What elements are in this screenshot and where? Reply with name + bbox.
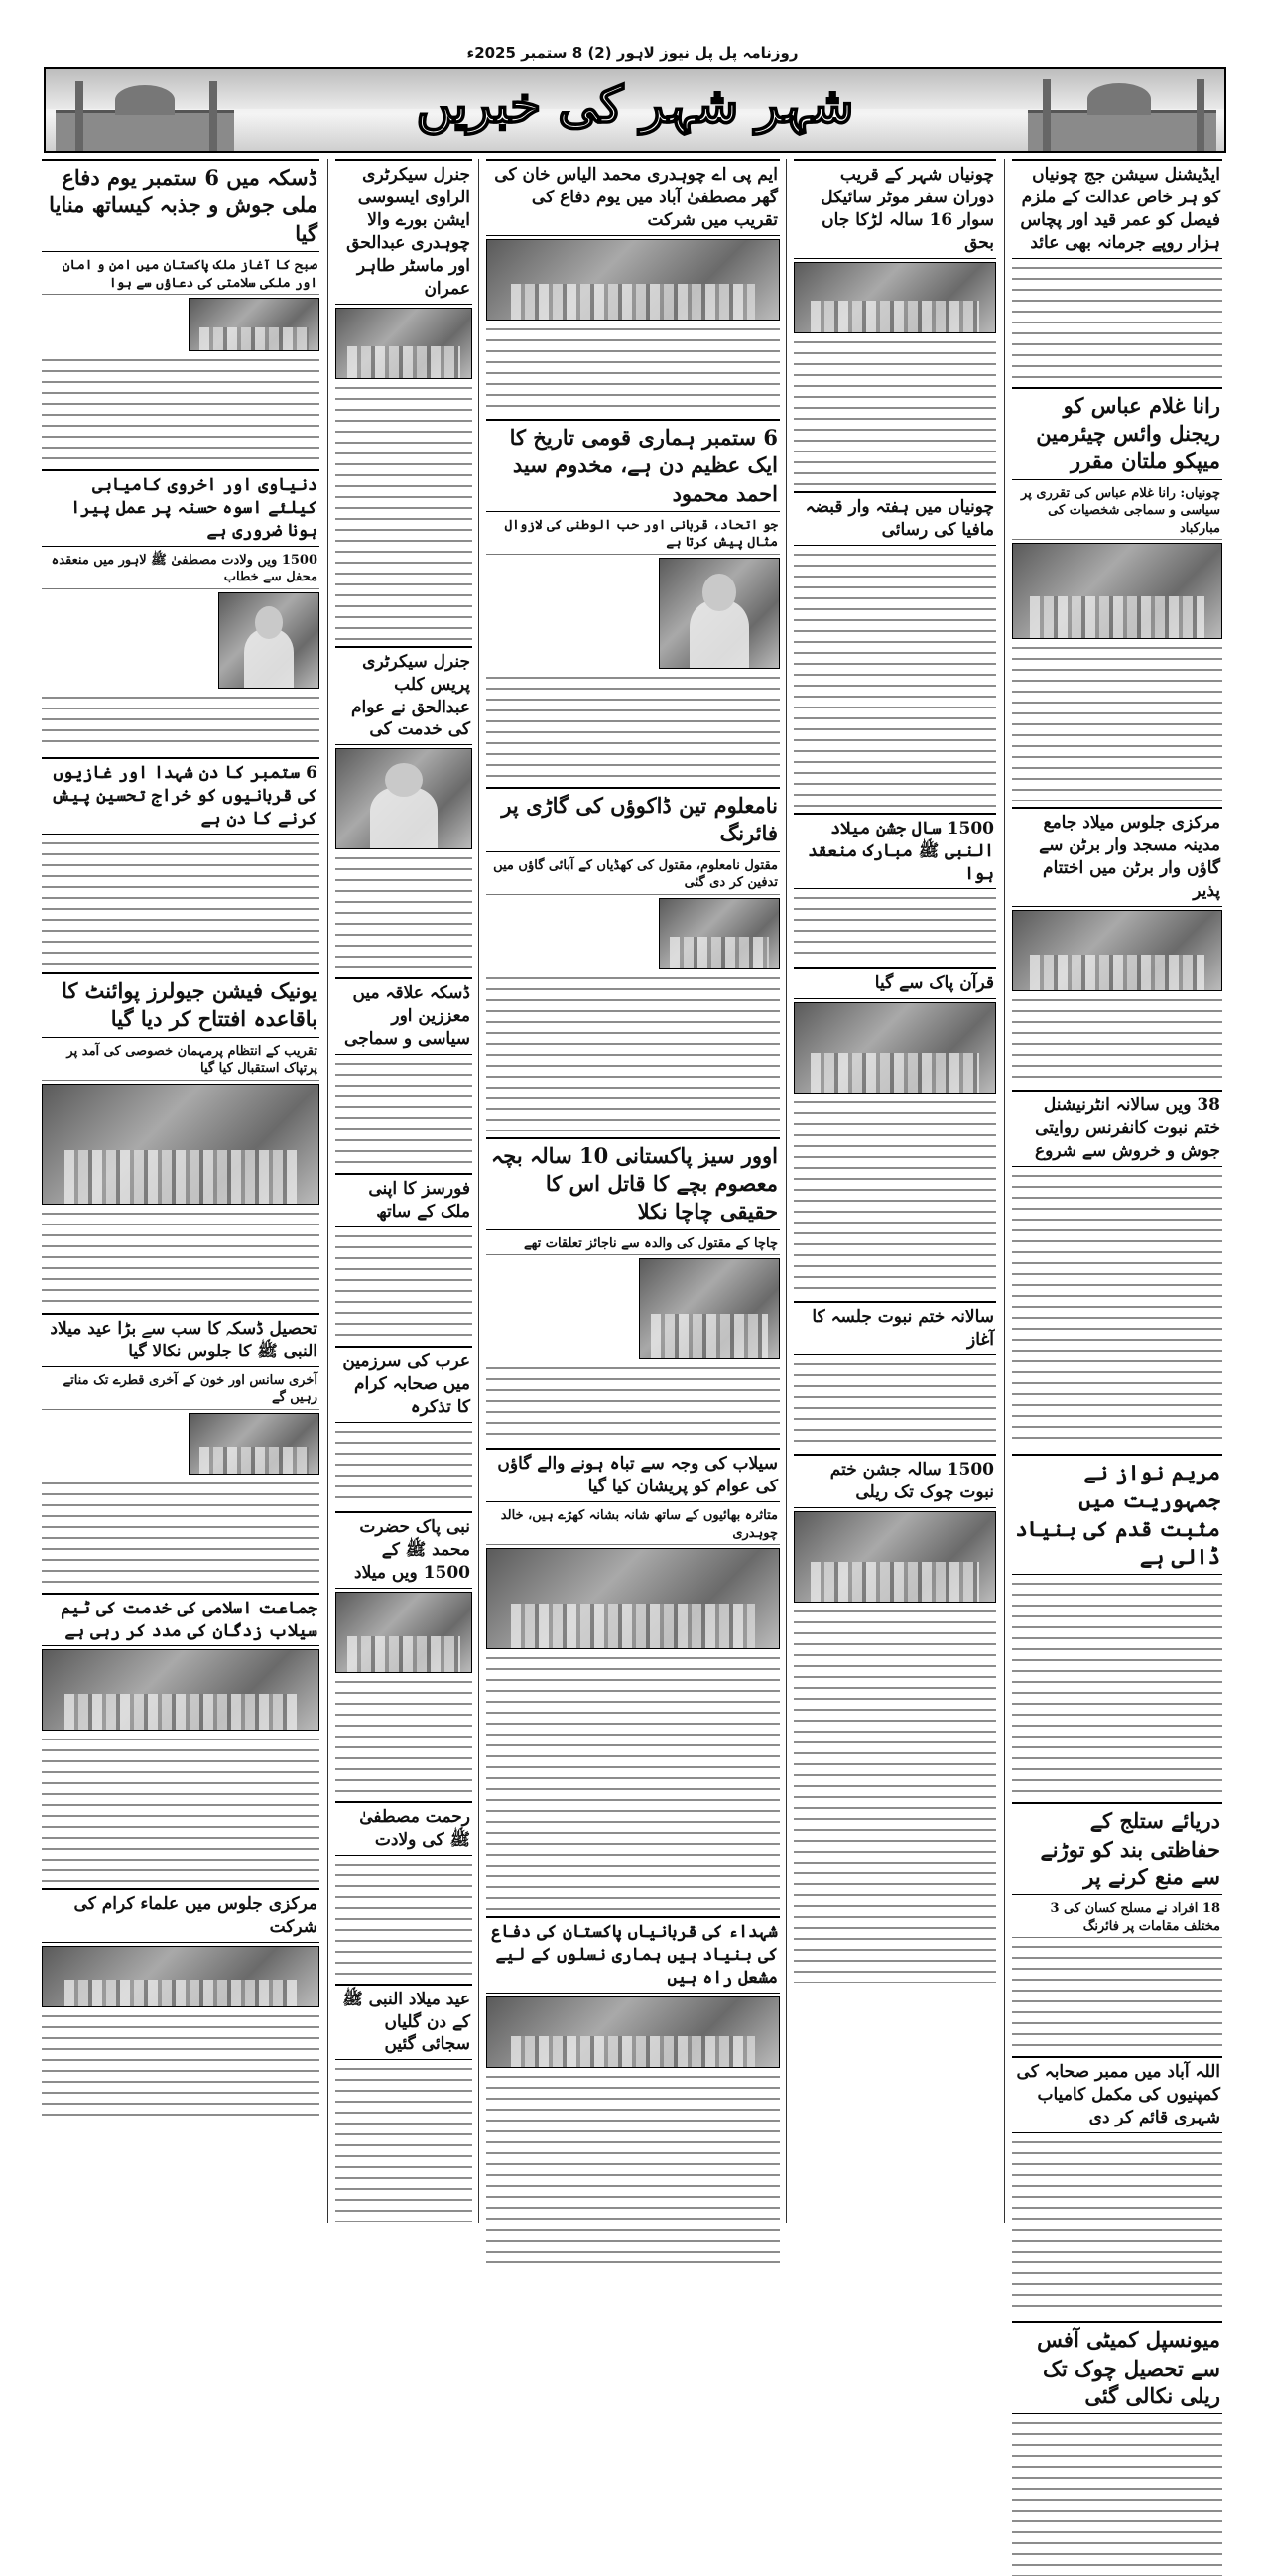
column-rule: [478, 159, 479, 2223]
news-photo: [189, 298, 319, 351]
story: [486, 1137, 780, 1443]
headline: دریائے ستلج کے حفاظتی بند کو توڑنے سے منع کرنے پر: [1012, 1802, 1222, 1895]
story: [794, 491, 996, 807]
body-text: [1012, 994, 1222, 1084]
news-photo: [1012, 543, 1222, 639]
body-text: [486, 323, 780, 413]
news-photo: [189, 1413, 319, 1475]
body-text: [486, 1362, 780, 1442]
story: [1012, 159, 1222, 381]
story: [1012, 1802, 1222, 2050]
news-photo: [659, 898, 780, 969]
headline: ایم پی اے چوہدری محمد الیاس خان کی گھر مصطفیٰ آباد میں یوم دفاع کی تقریب میں شرکت: [486, 159, 780, 236]
body-text: [335, 1426, 472, 1505]
headline: چونیاں میں ہفتہ وار قبضہ مافیا کی رسائی: [794, 491, 996, 546]
body-text: [794, 336, 996, 485]
headline: 38 ویں سالانہ انٹرنیشنل ختم نبوت کانفرنس روایتی جوش و خروش سے شروع: [1012, 1090, 1222, 1167]
headline: یونیک فیشن جیولرز پوائنٹ کا باقاعدہ افتتاح کر دیا گیا: [42, 972, 319, 1038]
body-text: [335, 2063, 472, 2222]
body-text: [42, 837, 319, 966]
subheadline: مقتول نامعلوم، مقتول کی کھڈیاں کے آبائی گاؤں میں تدفین کر دی گئی: [486, 855, 780, 895]
story: [486, 1448, 780, 1910]
story: [1012, 2321, 1222, 2576]
news-photo: [486, 239, 780, 321]
body-text: [42, 2010, 319, 2120]
banner-title: شہر شہر کی خبریں: [416, 75, 854, 134]
headline: شہداء کی قربانیاں پاکستان کی دفاع کی بنیاد ہیں ہماری نسلوں کے لیے مشعل راہ ہیں: [486, 1916, 780, 1994]
body-text: [794, 1606, 996, 1983]
story: [486, 159, 780, 413]
headline: مریم نواز نے جمہوریت میں مثبت قدم کی بنیاد ڈالی ہے: [1012, 1454, 1222, 1575]
story: [1012, 2056, 1222, 2315]
story: [335, 159, 472, 640]
headline: دنیاوی اور اخروی کامیابی کیلئے اسوہ حسنہ پر عمل پیرا ہونا ضروری ہے: [42, 469, 319, 547]
body-text: [335, 1676, 472, 1795]
story: [335, 1984, 472, 2223]
headline: 1500 سال جشن میلاد النبی ﷺ مبارک منعقد ہوا: [794, 813, 996, 890]
body-text: [1012, 1170, 1222, 1448]
story: [794, 967, 996, 1295]
story: [42, 1593, 319, 1883]
headline: سالانہ ختم نبوت جلسہ کا آغاز: [794, 1301, 996, 1355]
portrait-photo: [218, 592, 319, 689]
story: [1012, 1090, 1222, 1448]
news-photo: [639, 1258, 780, 1359]
story: [794, 1301, 996, 1448]
column-1: [1012, 159, 1222, 2408]
body-text: [42, 1734, 319, 1882]
body-text: [794, 1358, 996, 1448]
headline: عرب کی سرزمین میں صحابہ کرام کا تذکرہ: [335, 1346, 472, 1423]
story: [1012, 387, 1222, 802]
body-text: [335, 382, 472, 640]
story: [335, 1346, 472, 1505]
story: [42, 972, 319, 1307]
headline: قرآن پاک سے گیا: [794, 967, 996, 999]
body-text: [794, 549, 996, 807]
story: [42, 757, 319, 966]
story: [42, 469, 319, 751]
headline: ڈسکہ میں 6 ستمبر یوم دفاع ملی جوش و جذبہ کیساتھ منایا گیا: [42, 159, 319, 252]
body-text: [1012, 262, 1222, 381]
body-text: [486, 2071, 780, 2269]
body-text: [794, 892, 996, 962]
news-photo: [42, 1946, 319, 2007]
story: [335, 646, 472, 972]
body-text: [335, 1230, 472, 1340]
story: [1012, 807, 1222, 1084]
body-text: [42, 1208, 319, 1307]
headline: مرکزی جلوس میلاد جامع مدینہ مسجد وار برٹن سے گاؤں وار برٹن میں اختتام پذیر: [1012, 807, 1222, 907]
body-text: [1012, 642, 1222, 801]
story: [42, 1313, 319, 1587]
story: [486, 787, 780, 1131]
news-photo: [335, 308, 472, 379]
headline: فورسز کا اپنی ملک کے ساتھ: [335, 1173, 472, 1227]
headline: چونیاں شہر کے قریب دوران سفر موٹر سائیکل سوار 16 سالہ لڑکا جاں بحق: [794, 159, 996, 259]
subheadline: 18 افراد نے مسلح کسان کی 3 مختلف مقامات پر فائرنگ: [1012, 1898, 1222, 1938]
section-banner: [44, 67, 1226, 153]
body-text: [1012, 1578, 1222, 1796]
headline: جنرل سیکرٹری الراوی ایسوسی ایشن بورے والا چوہدری عبدالحق اور ماسٹر طاہر عمران: [335, 159, 472, 305]
portrait-photo: [659, 558, 780, 669]
body-text: [1012, 1941, 1222, 2050]
headline: مرکزی جلوس میں علماء کرام کی شرکت: [42, 1888, 319, 1943]
subheadline: صبح کا آغاز ملک پاکستان میں امن و امان اور ملکی سلامتی کی دعاؤں سے ہوا: [42, 255, 319, 295]
headline: 1500 سالہ جشن ختم نبوت چوک تک ریلی: [794, 1454, 996, 1508]
story: [42, 159, 319, 463]
story: [794, 813, 996, 963]
news-photo: [794, 262, 996, 333]
headline: نبی پاک حضرت محمد ﷺ کے 1500 ویں میلاد: [335, 1511, 472, 1589]
story: [335, 977, 472, 1167]
headline: جماعت اسلامی کی خدمت کی ٹیم سیلاب زدگان کی مدد کر رہی ہے: [42, 1593, 319, 1647]
news-photo: [486, 1996, 780, 2068]
headline: ڈسکہ علاقہ میں معززین اور سیاسی و سماجی: [335, 977, 472, 1055]
story: [1012, 1454, 1222, 1796]
headline: رحمت مصطفیٰ ﷺ کی ولادت: [335, 1801, 472, 1856]
subheadline: چونیاں: رانا غلام عباس کی تقرری پر سیاسی و سماجی شخصیات کی مبارکباد: [1012, 483, 1222, 541]
body-text: [42, 1478, 319, 1587]
body-text: [42, 692, 319, 751]
subheadline: 1500 ویں ولادت مصطفیٰ ﷺ لاہور میں منعقدہ محفل سے خطاب: [42, 550, 319, 589]
body-text: [1012, 2417, 1222, 2576]
story: [486, 1916, 780, 2269]
news-photo: [335, 1592, 472, 1673]
body-text: [335, 1058, 472, 1167]
column-rule: [786, 159, 787, 2223]
story: [794, 159, 996, 485]
headline: اوور سیز پاکستانی 10 سالہ بچہ معصوم بچے کا قاتل اس کا حقیقی چاچا نکلا: [486, 1137, 780, 1230]
news-photo: [794, 1002, 996, 1094]
story: [335, 1173, 472, 1340]
subheadline: آخری سانس اور خون کے آخری قطرے تک مناتے رہیں گے: [42, 1370, 319, 1410]
story: [42, 1888, 319, 2120]
headline: ایڈیشنل سیشن جج چونیاں کو ہر خاص عدالت کے ملزم فیصل کو عمر قید اور پچاس ہزار روپے جرمانہ بھی عائد: [1012, 159, 1222, 259]
subheadline: متاثرہ بھائیوں کے ساتھ شانہ بشانہ کھڑے ہیں، خالد چوہدری: [486, 1505, 780, 1545]
headline: اللہ آباد میں ممبر صحابہ کی کمپنیوں کی مکمل کامیاب شہری قائم کر دی: [1012, 2056, 1222, 2133]
column-3: [486, 159, 780, 2223]
headline: جنرل سیکرٹری پریس کلب عبدالحق نے عوام کی خدمت کی: [335, 646, 472, 746]
subheadline: تقریب کے انتظام پرمہمان خصوصی کی آمد پر پرتپاک استقبال کیا گیا: [42, 1041, 319, 1081]
headline: 6 ستمبر ہماری قومی تاریخ کا ایک عظیم دن ہے، مخدوم سید احمد محمود: [486, 419, 780, 512]
body-text: [335, 852, 472, 971]
column-rule: [327, 159, 328, 2223]
headline: میونسپل کمیٹی آفس سے تحصیل چوک تک ریلی نکالی گئی: [1012, 2321, 1222, 2414]
story: [335, 1801, 472, 1978]
column-rule: [1004, 159, 1005, 2223]
headline: نامعلوم تین ڈاکوؤں کی گاڑی پر فائرنگ: [486, 787, 780, 852]
body-text: [486, 1652, 780, 1910]
subheadline: چاچا کے مقتول کی والدہ سے ناجائز تعلقات تھے: [486, 1233, 780, 1256]
story: [794, 1454, 996, 1983]
news-photo: [486, 1548, 780, 1649]
body-text: [1012, 2136, 1222, 2315]
headline: رانا غلام عباس کو ریجنل وائس چیئرمین میپکو ملتان مقرر: [1012, 387, 1222, 480]
news-photo: [42, 1649, 319, 1731]
headline: تحصیل ڈسکہ کا سب سے بڑا عید میلاد النبی ﷺ کا جلوس نکالا گیا: [42, 1313, 319, 1367]
column-4: [335, 159, 472, 2223]
headline: 6 ستمبر کا دن شہدا اور غازیوں کی قربانیوں کو خراج تحسین پیش کرنے کا دن ہے: [42, 757, 319, 835]
column-5: [42, 159, 319, 2223]
body-text: [42, 354, 319, 463]
news-photo: [42, 1084, 319, 1205]
body-text: [486, 972, 780, 1131]
portrait-photo: [335, 748, 472, 849]
news-photo: [794, 1511, 996, 1603]
body-text: [794, 1096, 996, 1295]
subheadline: جو اتحاد، قربانی اور حب الوطنی کی لازوال مثال پیش کرتا ہے: [486, 515, 780, 555]
story: [335, 1511, 472, 1795]
body-text: [486, 672, 780, 781]
column-2: [794, 159, 996, 2223]
headline: سیلاب کی وجہ سے تباہ ہونے والے گاؤں کی عوام کو پریشان کیا گیا: [486, 1448, 780, 1502]
headline: عید میلاد النبی ﷺ کے دن گلیاں سجائی گئیں: [335, 1984, 472, 2061]
story: [486, 419, 780, 781]
dateline: روزنامہ پل پل نیوز لاہور (2) 8 ستمبر 2025ء: [466, 44, 799, 62]
body-text: [335, 1859, 472, 1978]
news-photo: [1012, 910, 1222, 991]
